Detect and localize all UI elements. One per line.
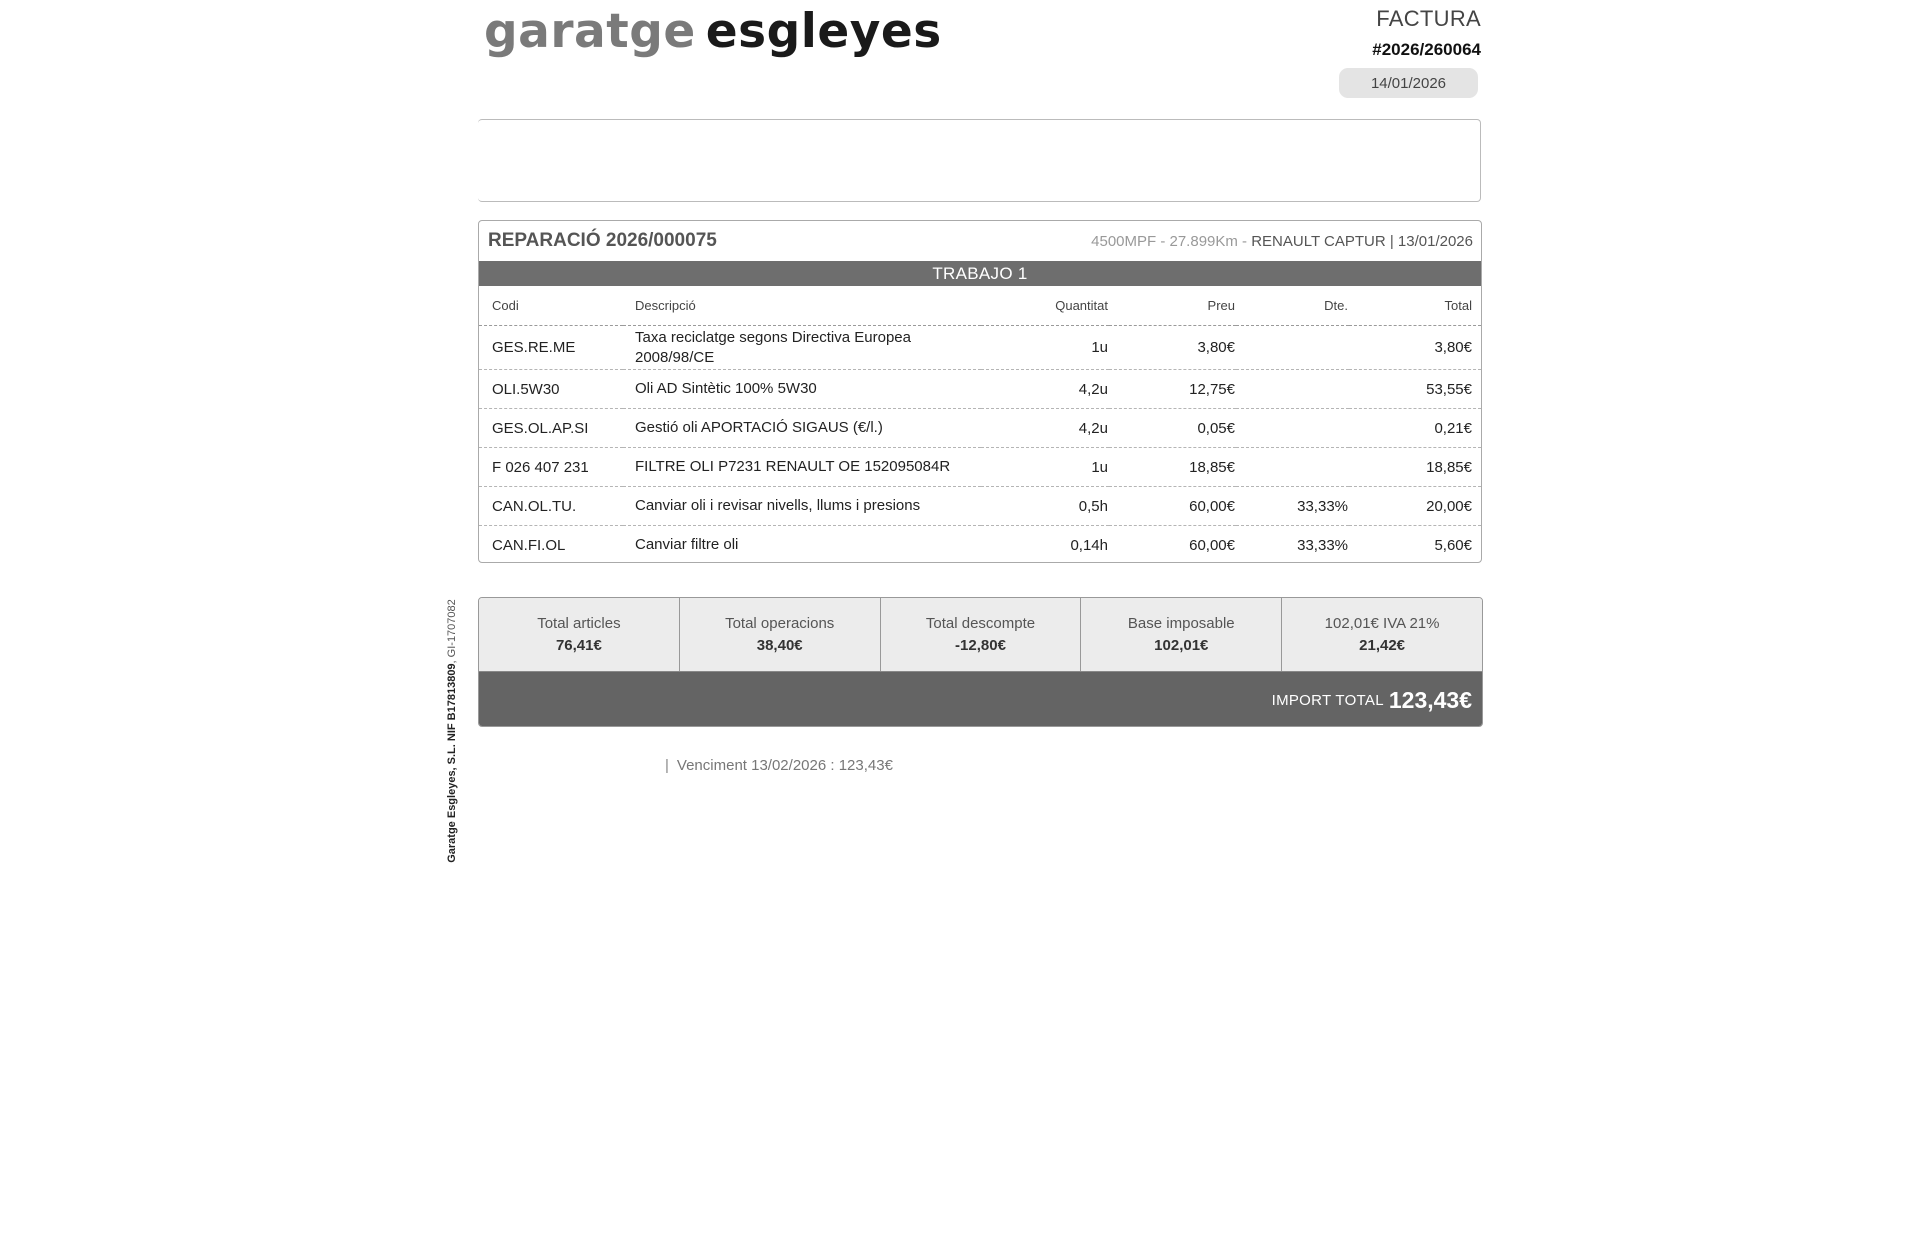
repair-vehicle-date: RENAULT CAPTUR | 13/01/2026 [1251,232,1473,250]
total-operations-cell [680,598,881,671]
due-date-line [665,757,893,774]
logo-word-esgleyes: esgleyes [705,3,942,59]
client-address-box [478,119,1481,202]
due-date-text: Venciment 13/02/2026 : 123,43€ [676,757,893,774]
col-header-qty: Quantitat [981,286,1109,326]
table-row [479,326,1481,370]
cell-code: CAN.FI.OL [492,536,566,554]
total-discount-cell [881,598,1082,671]
cell-price: 60,00€ [1189,536,1235,554]
total-discount-label: Total descompte [925,615,1036,632]
vat-value: 21,42€ [1359,637,1406,654]
cell-code: OLI.5W30 [479,370,623,409]
col-header-total: Total [1349,286,1481,326]
cell-qty: 4,2u [981,409,1109,448]
cell-total: 53,55€ [1349,370,1481,409]
invoice-title: FACTURA [1376,6,1481,31]
cell-disc: 33,33% [1236,487,1349,526]
tax-base-cell [1081,598,1282,671]
vat-cell [1282,598,1482,671]
cell-qty: 0,5h [981,487,1109,526]
items-table [479,286,1481,563]
invoice-date: 14/01/2026 [1339,68,1478,98]
cell-qty: 0,14h [1070,536,1108,554]
total-operations-label: Total operacions [725,615,835,632]
table-row [479,409,1481,448]
cell-price: 3,80€ [1109,326,1236,370]
cell-desc: FILTRE OLI P7231 RENAULT OE 152095084R [623,448,981,487]
cell-qty: 1u [981,326,1109,370]
cell-total: 0,21€ [1349,409,1481,448]
logo-word-garatge: garatge [484,3,696,59]
job-title-bar: TRABAJO 1 [479,261,1481,286]
repair-block [478,220,1482,563]
col-header-disc: Dte. [1236,286,1349,326]
col-header-code: Codi [479,286,623,326]
cell-code: CAN.OL.TU. [479,487,623,526]
company-legal-vertical [446,599,458,863]
total-discount-value: -12,80€ [955,637,1006,654]
cell-total: 20,00€ [1349,487,1481,526]
cell-desc: Taxa reciclatge segons Directiva Europea 2008/98/CE [623,326,981,370]
total-articles-value: 76,41€ [555,637,602,654]
cell-price: 60,00€ [1109,487,1236,526]
grand-total-label: IMPORT TOTAL [1271,692,1384,709]
repair-vehicle-info [1091,233,1473,250]
table-row [479,526,1481,564]
company-legal-bold: Garatge Esgleyes, S.L. NIF B17813809 [446,663,458,863]
total-articles-label: Total articles [537,615,621,632]
vat-label: 102,01€ IVA 21% [1324,615,1440,632]
repair-plate-km: 4500MPF - 27.899Km - [1091,232,1252,250]
invoice-header [1372,6,1481,60]
cell-disc [1236,370,1349,409]
cell-qty: 4,2u [981,370,1109,409]
cell-desc: Gestió oli APORTACIÓ SIGAUS (€/l.) [623,409,981,448]
cell-total: 18,85€ [1349,448,1481,487]
col-header-price: Preu [1109,286,1236,326]
cell-desc: Canviar filtre oli [635,536,739,553]
company-logo [478,0,942,62]
col-header-desc: Descripció [623,286,981,326]
company-legal-reg: , GI-1707082 [446,599,458,664]
cell-disc: 33,33% [1297,536,1348,554]
cell-desc: Canviar oli i revisar nivells, llums i presions [623,487,981,526]
tax-base-value: 102,01€ [1154,637,1209,654]
invoice-number: #2026/260064 [1372,40,1481,59]
cell-price: 0,05€ [1109,409,1236,448]
cell-disc [1236,326,1349,370]
cell-qty: 1u [981,448,1109,487]
items-table-header [479,286,1481,326]
table-row [479,448,1481,487]
grand-total-value: 123,43€ [1388,687,1472,713]
total-operations-value: 38,40€ [756,637,803,654]
cell-total: 5,60€ [1434,536,1472,554]
table-row [479,487,1481,526]
cell-disc [1236,409,1349,448]
repair-header [479,221,1481,261]
repair-title: REPARACIÓ 2026/000075 [488,230,717,251]
totals-block [478,597,1483,727]
totals-row [479,598,1482,671]
cell-desc: Oli AD Sintètic 100% 5W30 [623,370,981,409]
cell-total: 3,80€ [1349,326,1481,370]
cell-price: 12,75€ [1109,370,1236,409]
tax-base-label: Base imposable [1127,615,1235,632]
cell-price: 18,85€ [1109,448,1236,487]
due-separator: | [665,757,669,774]
cell-disc [1236,448,1349,487]
cell-code: GES.RE.ME [479,326,623,370]
cell-code: GES.OL.AP.SI [479,409,623,448]
total-articles-cell [479,598,680,671]
cell-code: F 026 407 231 [479,448,623,487]
grand-total-bar [479,671,1482,727]
table-row [479,370,1481,409]
